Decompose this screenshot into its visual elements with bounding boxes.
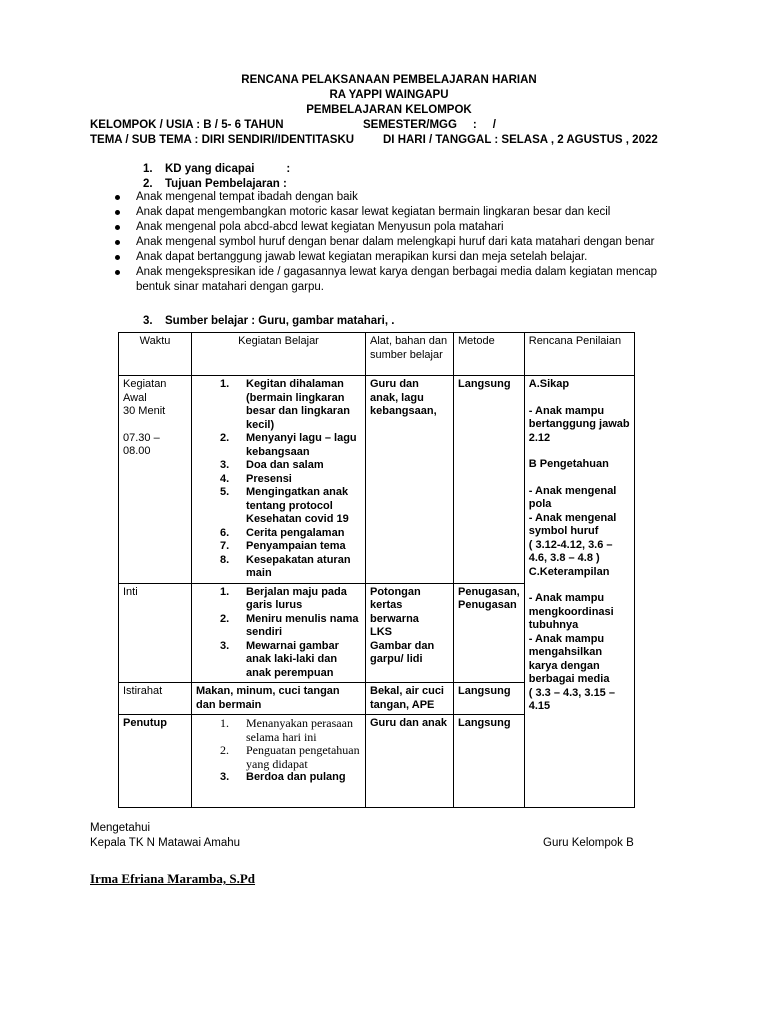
list-item: 2. Meniru menulis nama sendiri: [220, 612, 359, 638]
bullet-icon: [115, 240, 120, 245]
alat-awal: Guru dan anak, lagu kebangsaan,: [366, 376, 454, 584]
list-item: Anak dapat bertanggung jawab lewat kegiatan merapikan kursi dan meja setelah belajar.: [112, 250, 672, 265]
tujuan-section: 2. Tujuan Pembelajaran :: [143, 178, 287, 190]
lesson-plan-table: [118, 332, 635, 808]
metode-istirahat: Langsung: [454, 683, 525, 715]
bullet-icon: [115, 255, 120, 260]
doc-subtitle: PEMBELAJARAN KELOMPOK: [306, 104, 472, 116]
kegiatan-awal: [192, 376, 366, 584]
waktu-inti: Inti: [119, 583, 192, 683]
bullet-icon: [115, 210, 120, 215]
mengetahui-label: Mengetahui: [90, 822, 151, 834]
table-row: [119, 376, 635, 584]
kegiatan-istirahat: Makan, minum, cuci tangan dan bermain: [192, 683, 366, 715]
alat-istirahat: Bekal, air cuci tangan, APE: [366, 683, 454, 715]
alat-inti: Potongan kertas berwarna LKS Gambar dan garpu/ lidi: [366, 583, 454, 683]
list-item: 1. Kegitan dihalaman (bermain lingkaran besar dan lingkaran kecil): [220, 378, 350, 431]
list-item: Anak mengenal symbol huruf dengan benar dalam melengkapi huruf dari kata matahari dengan benar: [112, 235, 672, 250]
list-item: 1. Berjalan maju pada garis lurus: [220, 585, 347, 611]
school-name: RA YAPPI WAINGAPU: [329, 89, 449, 101]
header-alat: Alat, bahan dan sumber belajar: [366, 333, 454, 376]
list-item: Anak dapat mengembangkan motoric kasar lewat kegiatan bermain lingkaran besar dan kecil: [112, 205, 672, 220]
metode-penutup: Langsung: [454, 715, 525, 808]
waktu-penutup: Penutup: [119, 715, 192, 808]
guru-label: Guru Kelompok B: [543, 837, 634, 849]
rencana-penilaian: A.Sikap - Anak mampu bertanggung jawab 2.12 B Pengetahuan - Anak mengenal pola - Anak mengenal symbol huruf ( 3.12-4.12, 3.6 – 4.6, 3.8 – 4.8 ) C.Keterampilan - Anak mampu mengkoordinasi tubuhnya - Anak mampu mengahsilkan karya dengan berbagai media ( 3.3 – 4.3, 3.15 – 4.15: [524, 376, 634, 808]
header-penilaian: Rencana Penilaian: [524, 333, 634, 376]
list-item: 5. Mengingatkan anak tentang protocol Kesehatan covid 19: [220, 486, 349, 525]
table-header-row: [119, 333, 635, 376]
semester-mgg: SEMESTER/MGG : /: [363, 119, 496, 131]
list-item: 3. Mewarnai gambar anak laki-laki dan anak perempuan: [220, 639, 339, 679]
list-item: 7. Penyampaian tema: [220, 540, 346, 552]
metode-inti: Penugasan, Penugasan: [454, 583, 525, 683]
header-kegiatan: Kegiatan Belajar: [192, 333, 366, 376]
list-item: 6. Cerita pengalaman: [220, 526, 345, 539]
header-metode: Metode: [454, 333, 525, 376]
waktu-awal: Kegiatan Awal 30 Menit 07.30 – 08.00: [119, 376, 192, 584]
doc-title: RENCANA PELAKSANAAN PEMBELAJARAN HARIAN: [241, 74, 537, 86]
kelompok-usia: KELOMPOK / USIA : B / 5- 6 TAHUN: [90, 119, 284, 131]
list-item: 8. Kesepakatan aturan main: [220, 553, 351, 579]
sumber-section: 3. Sumber belajar : Guru, gambar matahari, .: [143, 315, 395, 327]
list-item: Anak mengenal pola abcd-abcd lewat kegiatan Menyusun pola matahari: [112, 220, 672, 235]
tema-subtema: TEMA / SUB TEMA : DIRI SENDIRI/IDENTITASKU: [90, 134, 355, 146]
metode-awal: Langsung: [454, 376, 525, 584]
kegiatan-penutup: [192, 715, 366, 808]
kegiatan-inti: [192, 583, 366, 683]
list-item: 2. Penguatan pengetahuan yang didapat: [220, 743, 360, 771]
alat-penutup: Guru dan anak: [366, 715, 454, 808]
signatory-name: Irma Efriana Maramba, S.Pd: [90, 871, 256, 886]
header-waktu: Waktu: [119, 333, 192, 376]
bullet-icon: [115, 225, 120, 230]
list-item: 3. Doa dan salam: [220, 459, 324, 471]
kd-section: 1. KD yang dicapai :: [143, 163, 291, 175]
list-item: Anak mengekspresikan ide / gagasannya lewat karya dengan berbagai media dalam kegiatan mencap bentuk sinar matahari dengan garpu.: [112, 265, 672, 295]
list-item: 4. Presensi: [220, 472, 292, 485]
bullet-icon: [115, 195, 120, 200]
waktu-istirahat: Istirahat: [119, 683, 192, 715]
list-item: 3. Berdoa dan pulang: [220, 771, 346, 783]
list-item: 1. Menanyakan perasaan selama hari ini: [220, 716, 353, 744]
hari-tanggal: DI HARI / TANGGAL : SELASA , 2 AGUSTUS , 2022: [383, 134, 658, 146]
list-item: Anak mengenal tempat ibadah dengan baik: [112, 190, 672, 205]
list-item: 2. Menyanyi lagu – lagu kebangsaan: [220, 432, 357, 458]
objectives-list: [112, 190, 672, 295]
kepala-label: Kepala TK N Matawai Amahu: [90, 837, 241, 849]
bullet-icon: [115, 270, 120, 275]
